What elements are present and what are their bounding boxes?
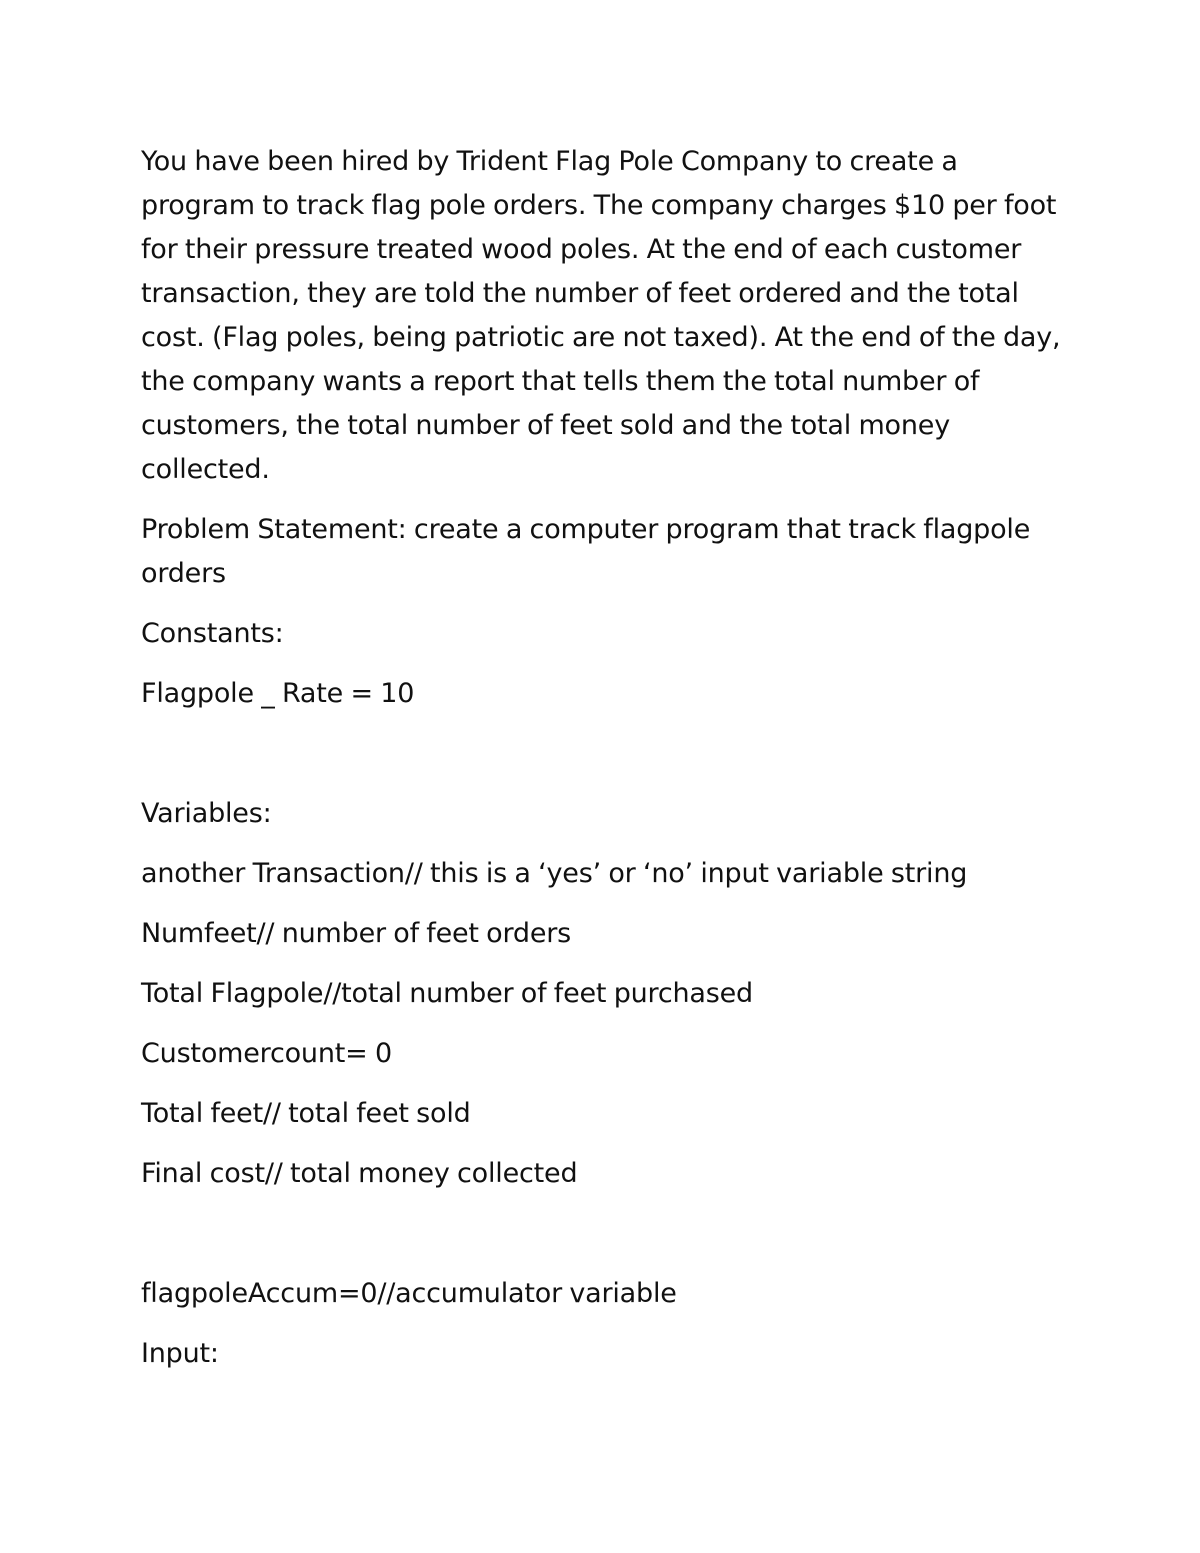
variables-heading: Variables: <box>141 798 272 829</box>
intro-paragraph: You have been hired by Trident Flag Pole Company to create a program to track flag pole orders. The company charges $10 per foot for their pressure treated wood poles. At the end of each customer transaction, they are told the number of feet ordered and the total cost. (Flag poles, being patriotic are not taxed). At the end of the day, the company wants a report that tells them the total number of customers, the total number of feet sold and the total money collected. <box>141 146 1061 485</box>
variable-another-transaction: another Transaction// this is a ‘yes’ or ‘no’ input variable string <box>141 858 968 889</box>
variable-total-flagpole: Total Flagpole//total number of feet purchased <box>141 978 753 1009</box>
variable-customercount: Customercount= 0 <box>141 1038 392 1069</box>
variable-final-cost: Final cost// total money collected <box>141 1158 578 1189</box>
variable-total-feet: Total feet// total feet sold <box>141 1098 471 1129</box>
problem-statement: Problem Statement: create a computer program that track flagpole orders <box>141 514 1031 589</box>
constant-flagpole-rate: Flagpole _ Rate = 10 <box>141 678 415 709</box>
variable-numfeet: Numfeet// number of feet orders <box>141 918 572 949</box>
accumulator-line: flagpoleAccum=0//accumulator variable <box>141 1278 677 1309</box>
input-heading: Input: <box>141 1338 219 1369</box>
document-body <box>141 140 1071 1376</box>
constants-heading: Constants: <box>141 618 284 649</box>
